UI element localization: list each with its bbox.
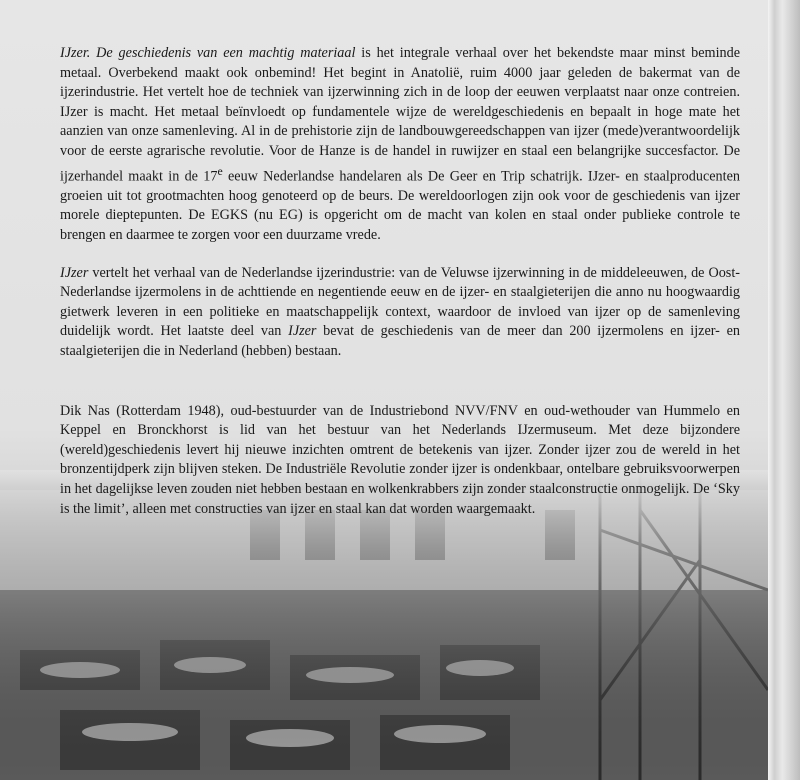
industry-text: vertelt het verhaal van de Nederlandse ijzerindustrie: van de Veluwse ijzerwinning in de middeleeuwen, de Oost-Nederlandse ijzermolens in de achttiende en negentiende eeuw en de ijzer- en staalgieterijen die anno nu hoogwaardig gietwerk leveren in een politieke en maatschappelijk context, waardoor de invloed van ijzer op de samenleving duidelijk wordt. Het laatste deel van bbox=[60, 264, 740, 340]
book-title-italic-3: IJzer bbox=[288, 323, 317, 340]
book-title-italic-2: IJzer bbox=[60, 264, 89, 281]
cover-text-block bbox=[60, 44, 740, 537]
industry-paragraph bbox=[60, 264, 740, 362]
intro-paragraph bbox=[60, 44, 740, 246]
ordinal-superscript: e bbox=[217, 163, 223, 178]
intro-text: is het integrale verhaal over het bekendste maar minst beminde metaal. Overbekend maakt ook onbemind! Het begint in Anatolië, ruim 4000 jaar geleden de bakermat van de ijzerindustrie. Het vertelt hoe de techniek van ijzerwinning zich in de loop der eeuwen verplaatst naar onze contreien. IJzer is macht. Het metaal beïnvloedt op fundamentele wijze de wereldgeschiedenis en bepaalt in hoge mate het aanzien van onze samenleving. Al in de prehistorie zijn de landbouwgereedschappen van ijzer (mede)verantwoordelijk voor de eerste agrarische revolutie. Voor de Hanze is de handel in ruwijzer en staal een belangrijke succesfactor. De ijzerhandel maakt in de 17 bbox=[60, 45, 741, 185]
page-edge bbox=[768, 0, 800, 780]
industry-text-continued: bevat de geschiedenis van de meer dan 200 ijzermolens en ijzer- en staalgieterijen die in Nederland (hebben) bestaan. bbox=[60, 323, 740, 360]
author-bio-paragraph: Dik Nas (Rotterdam 1948), oud-bestuurder van de Industriebond NVV/FNV en oud-wethouder van Hummelo en Keppel en Bronckhorst is lid van het bestuur van het Nederlands IJzermuseum. Met deze bijzondere (wereld)geschiedenis levert hij nieuwe inzichten omtrent de betekenis van ijzer. Zonder ijzer zou de wereld in het bronzentijdperk zijn blijven steken. De Industriële Revolutie zonder ijzer is ondenkbaar, ontelbare gebruiksvoorwerpen in het dagelijkse leven zouden niet hebben bestaan en wolkenkrabbers zijn zonder staalconstructie onmogelijk. De ‘Sky is the limit’, alleen met constructies van ijzer en staal kan dat worden waargemaakt. bbox=[60, 402, 740, 517]
book-title-italic: IJzer. De geschiedenis van een machtig materiaal bbox=[60, 45, 356, 61]
intro-text-continued: eeuw Nederlandse handelaren als De Geer en Trip schatrijk. IJzer- en staalproducenten groeien uit tot grootmachten hoog genoteerd op de beurs. De wereldoorlogen zijn ook voor de geschiedenis van ijzer morele dieptepunten. De EGKS (nu EG) is opgericht om de macht van kolen en staal onder publieke controle te brengen en daarmee te zorgen voor een duurzame vrede. bbox=[60, 168, 740, 244]
